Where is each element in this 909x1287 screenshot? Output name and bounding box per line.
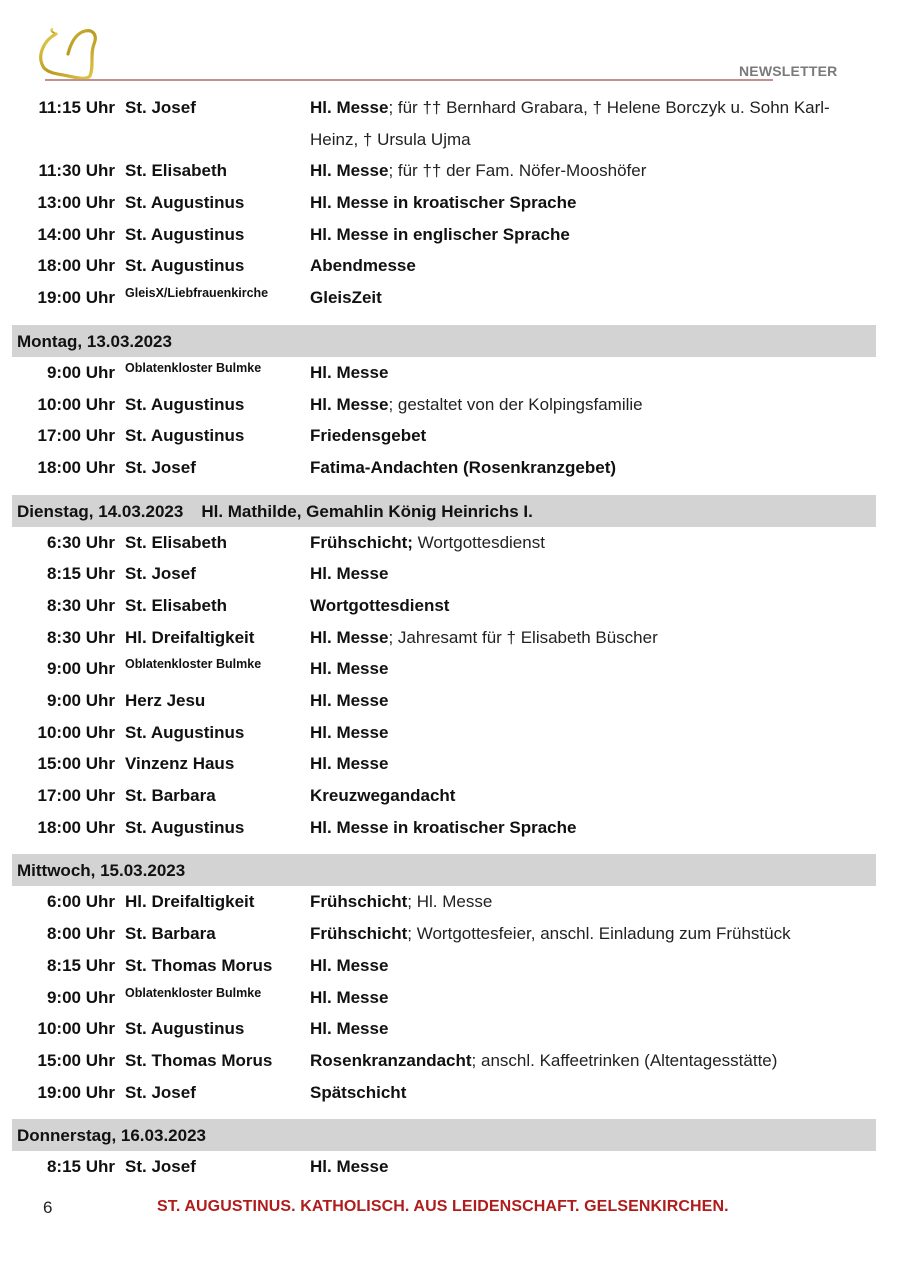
event-details: ; für †† der Fam. Nöfer-Mooshöfer [388, 161, 647, 181]
entry-event [310, 527, 875, 559]
entry-time: 9:00 Uhr [46, 362, 115, 382]
schedule-entry [0, 590, 909, 622]
newsletter-title: NEWSLETTER [739, 63, 838, 79]
entry-event [310, 1151, 875, 1183]
entry-event [310, 918, 875, 950]
event-title: Frühschicht [310, 892, 408, 912]
schedule-entry [0, 250, 909, 282]
entry-event [310, 717, 875, 749]
entry-time: 17:00 Uhr [37, 786, 115, 806]
schedule-entry [0, 420, 909, 452]
event-title: Spätschicht [310, 1082, 407, 1102]
day-date: Montag, 13.03.2023 [17, 331, 172, 351]
entry-location: St. Josef [125, 1157, 196, 1177]
entry-event [310, 219, 875, 251]
entry-event [310, 357, 875, 389]
event-details: ; gestaltet von der Kolpingsfamilie [388, 394, 643, 414]
event-details: ; Hl. Messe [407, 892, 493, 912]
schedule-entry [0, 918, 909, 950]
entry-time: 8:30 Uhr [46, 627, 115, 647]
entry-time: 8:15 Uhr [46, 564, 115, 584]
entry-event [310, 92, 875, 155]
entry-location: St. Augustinus [125, 817, 245, 837]
entry-location: GleisX/Liebfrauenkirche [125, 286, 269, 301]
entry-time: 19:00 Uhr [37, 1082, 115, 1102]
event-details: ; Wortgottesfeier, anschl. Einladung zum Frühstück [407, 924, 791, 944]
schedule-entry [0, 622, 909, 654]
schedule-entry [0, 357, 909, 389]
entry-event [310, 748, 875, 780]
entry-event [310, 886, 875, 918]
schedule-entry [0, 155, 909, 187]
entry-event [310, 812, 875, 844]
continued-entries [0, 92, 909, 314]
entry-time: 8:30 Uhr [46, 595, 115, 615]
entry-event [310, 685, 875, 717]
event-title: Hl. Messe in kroatischer Sprache [310, 817, 577, 837]
entry-time: 9:00 Uhr [46, 691, 115, 711]
entry-location: St. Augustinus [125, 193, 245, 213]
entry-location: St. Thomas Morus [125, 955, 273, 975]
entry-event [310, 558, 875, 590]
schedule [0, 92, 909, 1183]
entry-time: 9:00 Uhr [46, 659, 115, 679]
event-title: Hl. Messe [310, 659, 389, 679]
entry-location: Oblatenkloster Bulmke [125, 657, 262, 672]
entry-location: St. Elisabeth [125, 532, 228, 552]
entry-event [310, 590, 875, 622]
event-title: Hl. Messe [310, 627, 389, 647]
entry-event [310, 1077, 875, 1109]
entry-time: 18:00 Uhr [37, 457, 115, 477]
entry-location: St. Elisabeth [125, 595, 228, 615]
entry-time: 18:00 Uhr [37, 817, 115, 837]
entry-time: 10:00 Uhr [37, 1019, 115, 1039]
schedule-entry [0, 653, 909, 685]
event-title: Hl. Messe [310, 955, 389, 975]
event-title: Hl. Messe in englischer Sprache [310, 224, 570, 244]
entry-time: 6:30 Uhr [46, 532, 115, 552]
day-saint: Hl. Mathilde, Gemahlin König Heinrichs I. [201, 501, 533, 521]
page-number: 6 [43, 1198, 53, 1217]
entry-time: 8:00 Uhr [46, 924, 115, 944]
event-title: Hl. Messe [310, 1157, 389, 1177]
entry-location: St. Augustinus [125, 256, 245, 276]
schedule-entry [0, 1077, 909, 1109]
event-title: Hl. Messe [310, 722, 389, 742]
entry-time: 17:00 Uhr [37, 426, 115, 446]
event-title: Hl. Messe [310, 362, 389, 382]
event-title: Hl. Messe [310, 98, 389, 117]
entry-location: St. Augustinus [125, 426, 245, 446]
day-date: Dienstag, 14.03.2023 [17, 501, 184, 521]
entry-time: 8:15 Uhr [46, 955, 115, 975]
footer-slogan: ST. AUGUSTINUS. KATHOLISCH. AUS LEIDENSCHAFT. GELSENKIRCHEN. [157, 1198, 729, 1215]
day-header [12, 495, 876, 527]
entry-time: 10:00 Uhr [37, 722, 115, 742]
entry-time: 19:00 Uhr [37, 288, 115, 308]
event-details: ; Jahresamt für † Elisabeth Büscher [388, 627, 658, 647]
schedule-entry [0, 219, 909, 251]
entry-location: St. Augustinus [125, 394, 245, 414]
event-title: Hl. Messe [310, 161, 389, 181]
entry-event [310, 1013, 875, 1045]
day-header [12, 854, 876, 886]
schedule-entry [0, 950, 909, 982]
schedule-entry [0, 558, 909, 590]
entry-location: St. Augustinus [125, 722, 245, 742]
schedule-entry [0, 92, 909, 155]
schedule-entry [0, 452, 909, 484]
entry-location: St. Thomas Morus [125, 1050, 273, 1070]
entry-event [310, 653, 875, 685]
event-title: Hl. Messe [310, 394, 389, 414]
entry-location: Oblatenkloster Bulmke [125, 360, 262, 375]
entry-location: Oblatenkloster Bulmke [125, 985, 262, 1000]
entry-time: 13:00 Uhr [37, 193, 115, 213]
entry-location: St. Elisabeth [125, 161, 228, 181]
entry-time: 14:00 Uhr [37, 224, 115, 244]
day-date: Donnerstag, 16.03.2023 [17, 1126, 206, 1146]
entry-time: 15:00 Uhr [37, 1050, 115, 1070]
schedule-entry [0, 748, 909, 780]
schedule-entry [0, 527, 909, 559]
event-title: Friedensgebet [310, 426, 427, 446]
entry-time: 10:00 Uhr [37, 394, 115, 414]
entry-location: St. Josef [125, 1082, 196, 1102]
entry-event [310, 622, 875, 654]
entry-location: St. Barbara [125, 924, 216, 944]
event-title: Fatima-Andachten (Rosenkranzgebet) [310, 457, 617, 477]
schedule-entry [0, 389, 909, 421]
entry-location: St. Augustinus [125, 1019, 245, 1039]
event-details: Wortgottesdienst [412, 532, 545, 552]
entry-event [310, 1045, 875, 1077]
event-title: Wortgottesdienst [310, 595, 450, 615]
entry-event [310, 155, 875, 187]
schedule-entry [0, 982, 909, 1014]
entry-event [310, 780, 875, 812]
entry-location: Vinzenz Haus [125, 754, 235, 774]
entry-time: 15:00 Uhr [37, 754, 115, 774]
entry-location: Hl. Dreifaltigkeit [125, 892, 255, 912]
schedule-entry [0, 717, 909, 749]
entry-event [310, 982, 875, 1014]
event-title: Hl. Messe [310, 987, 389, 1007]
entry-time: 9:00 Uhr [46, 987, 115, 1007]
schedule-entry [0, 1045, 909, 1077]
schedule-entry [0, 282, 909, 314]
schedule-entry [0, 812, 909, 844]
event-title: Frühschicht; [310, 532, 413, 552]
entry-event [310, 452, 875, 484]
entry-location: St. Josef [125, 98, 196, 117]
entry-time: 8:15 Uhr [46, 1157, 115, 1177]
day-header [12, 1119, 876, 1151]
event-title: Hl. Messe [310, 691, 389, 711]
entry-event [310, 187, 875, 219]
schedule-entry [0, 685, 909, 717]
entry-location: Herz Jesu [125, 691, 206, 711]
event-title: Abendmesse [310, 256, 416, 276]
entry-event [310, 250, 875, 282]
entry-event [310, 389, 875, 421]
entry-location: St. Barbara [125, 786, 216, 806]
event-title: GleisZeit [310, 288, 382, 308]
schedule-entry [0, 1151, 909, 1183]
entry-time: 18:00 Uhr [37, 256, 115, 276]
event-title: Rosenkranzandacht [310, 1050, 472, 1070]
day-header [12, 325, 876, 357]
event-title: Hl. Messe [310, 564, 389, 584]
event-title: Hl. Messe [310, 1019, 389, 1039]
schedule-entry [0, 1013, 909, 1045]
entry-event [310, 420, 875, 452]
entry-time: 11:30 Uhr [38, 161, 115, 181]
entry-time: 11:15 Uhr [38, 98, 115, 117]
event-details: ; für †† Bernhard Grabara, † Helene Borczyk u. Sohn Karl-Heinz, † Ursula Ujma [310, 98, 830, 149]
event-title: Frühschicht [310, 924, 408, 944]
event-title: Hl. Messe in kroatischer Sprache [310, 193, 577, 213]
entry-location: Hl. Dreifaltigkeit [125, 627, 255, 647]
schedule-entry [0, 780, 909, 812]
day-date: Mittwoch, 15.03.2023 [17, 861, 186, 881]
header-rule [45, 79, 773, 81]
event-title: Hl. Messe [310, 754, 389, 774]
entry-event [310, 950, 875, 982]
event-title: Kreuzwegandacht [310, 786, 456, 806]
entry-location: St. Josef [125, 457, 196, 477]
entry-time: 6:00 Uhr [46, 892, 115, 912]
entry-location: St. Augustinus [125, 224, 245, 244]
schedule-entry [0, 187, 909, 219]
schedule-entry [0, 886, 909, 918]
event-details: ; anschl. Kaffeetrinken (Altentagesstätte) [471, 1050, 778, 1070]
entry-location: St. Josef [125, 564, 196, 584]
entry-event [310, 282, 875, 314]
golden-heart-icon [34, 26, 104, 82]
